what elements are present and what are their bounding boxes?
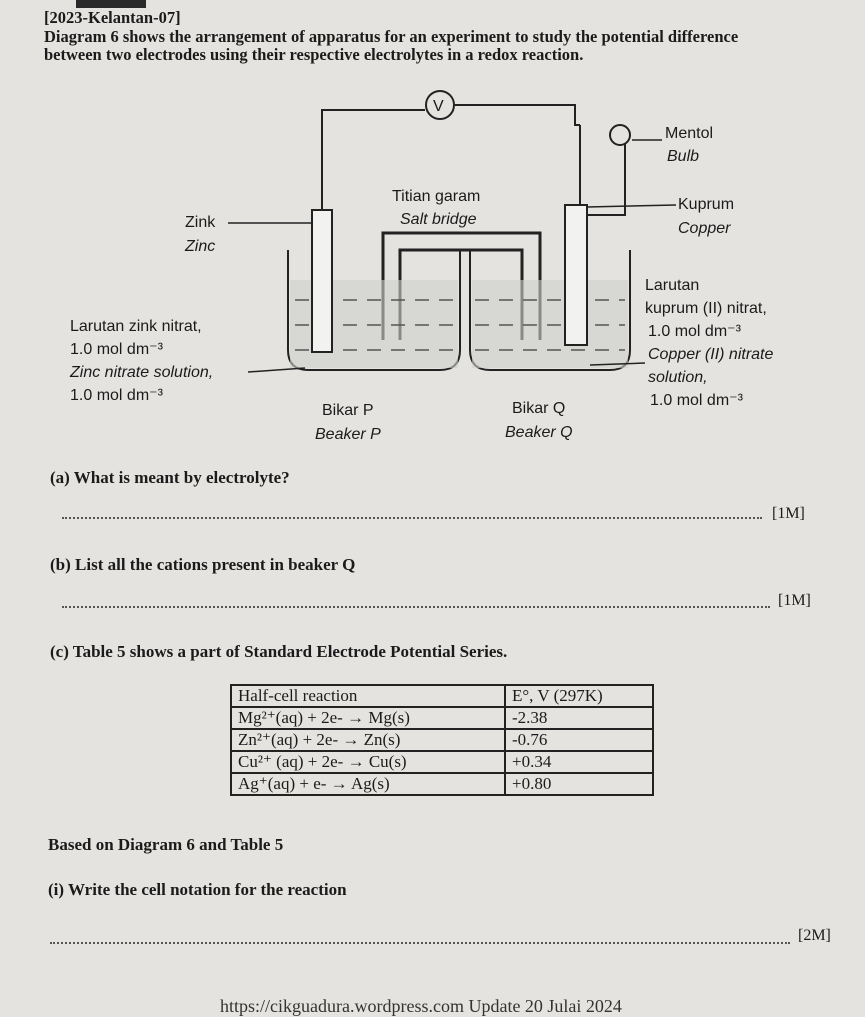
right-solution-conc-en: 1.0 mol dm⁻³ bbox=[650, 392, 743, 409]
answer-line-c-i[interactable] bbox=[50, 942, 790, 944]
reaction-cell: Ag⁺(aq) + e- → Ag(s) bbox=[231, 773, 505, 795]
source-tag: [2023-Kelantan-07] bbox=[44, 8, 181, 27]
e-value-cell: -2.38 bbox=[505, 707, 653, 729]
table-row bbox=[231, 773, 653, 795]
diagram-6 bbox=[0, 85, 865, 445]
left-solution-label-en: Zinc nitrate solution, bbox=[70, 364, 214, 381]
voltmeter-label: V bbox=[433, 98, 444, 115]
e-value-cell: +0.34 bbox=[505, 751, 653, 773]
e-value-cell: +0.80 bbox=[505, 773, 653, 795]
table-row bbox=[231, 729, 653, 751]
table-5 bbox=[230, 684, 654, 796]
answer-line-b[interactable] bbox=[62, 606, 770, 608]
reaction-cell: Cu²⁺ (aq) + 2e- → Cu(s) bbox=[231, 751, 505, 773]
copper-label-ms: Kuprum bbox=[678, 196, 735, 213]
table-row bbox=[231, 707, 653, 729]
bulb-label-ms: Mentol bbox=[665, 125, 714, 142]
question-b: (b) List all the cations present in beaker Q bbox=[50, 555, 356, 574]
intro-text: Diagram 6 shows the arrangement of apparatus for an experiment to study the potential difference between two electrodes using their respective electrolytes in a redox reaction. bbox=[44, 26, 739, 64]
marks-a: [1M] bbox=[772, 505, 805, 522]
right-solution-label-en-2: solution, bbox=[648, 369, 708, 386]
left-solution-label-ms: Larutan zink nitrat, bbox=[70, 318, 202, 335]
copper-nitrate-solution bbox=[472, 280, 628, 368]
copper-electrode bbox=[565, 205, 587, 345]
table-header-row bbox=[231, 685, 653, 707]
bulb-icon bbox=[610, 125, 630, 145]
copper-label-en: Copper bbox=[678, 220, 731, 237]
header-e-value: E°, V (297K) bbox=[505, 685, 653, 707]
reaction-cell: Zn²⁺(aq) + 2e- → Zn(s) bbox=[231, 729, 505, 751]
salt-bridge-label-en: Salt bridge bbox=[400, 211, 477, 228]
beaker-q-label-ms: Bikar Q bbox=[512, 400, 566, 417]
bulb-label-en: Bulb bbox=[667, 148, 700, 165]
redacted-label bbox=[76, 0, 146, 8]
salt-bridge-label-ms: Titian garam bbox=[392, 188, 481, 205]
answer-line-a[interactable] bbox=[62, 517, 762, 519]
right-solution-label-ms: Larutan bbox=[645, 277, 700, 294]
marks-b: [1M] bbox=[778, 592, 811, 609]
reaction-cell: Mg²⁺(aq) + 2e- → Mg(s) bbox=[231, 707, 505, 729]
zinc-electrode bbox=[312, 210, 332, 352]
header-half-cell: Half-cell reaction bbox=[231, 685, 505, 707]
question-a: (a) What is meant by electrolyte? bbox=[50, 468, 290, 487]
zinc-label-ms: Zink bbox=[185, 214, 216, 231]
right-solution-label-ms-2: kuprum (II) nitrat, bbox=[645, 300, 767, 317]
marks-c-i: [2M] bbox=[798, 927, 831, 944]
left-solution-conc-ms: 1.0 mol dm⁻³ bbox=[70, 341, 163, 358]
left-solution-conc-en: 1.0 mol dm⁻³ bbox=[70, 387, 163, 404]
beaker-p-label-en: Beaker P bbox=[315, 426, 381, 443]
question-c-i: (i) Write the cell notation for the reaction bbox=[48, 880, 347, 899]
zinc-label-en: Zinc bbox=[185, 238, 216, 255]
question-intro bbox=[44, 9, 764, 65]
beaker-q-label-en: Beaker Q bbox=[505, 424, 573, 441]
beaker-p-label-ms: Bikar P bbox=[322, 402, 374, 419]
right-solution-label-en: Copper (II) nitrate bbox=[648, 346, 774, 363]
right-solution-conc-ms: 1.0 mol dm⁻³ bbox=[648, 323, 741, 340]
footer-url: https://cikguadura.wordpress.com Update 20 Julai 2024 bbox=[220, 996, 622, 1016]
e-value-cell: -0.76 bbox=[505, 729, 653, 751]
based-on-text: Based on Diagram 6 and Table 5 bbox=[48, 835, 284, 854]
table-row bbox=[231, 751, 653, 773]
question-c: (c) Table 5 shows a part of Standard Electrode Potential Series. bbox=[50, 642, 508, 661]
